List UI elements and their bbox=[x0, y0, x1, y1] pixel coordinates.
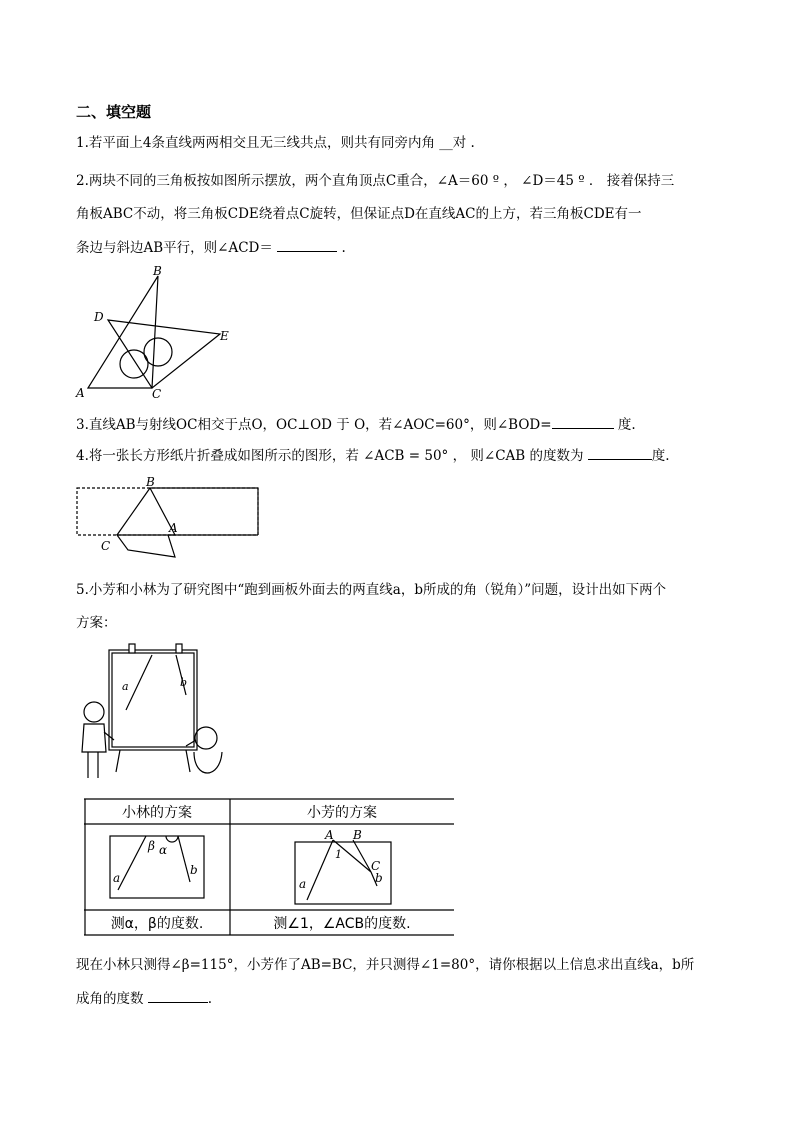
right-angle-mark-2 bbox=[144, 338, 172, 366]
question-5-followup-line-1: 现在小林只测得∠β=115°，小芳作了AB=BC，并只测得∠1=80°，请你根据以上信息求出直线a，b所 bbox=[76, 957, 695, 973]
question-5-line-2: 方案： bbox=[76, 615, 117, 631]
footer-right: 测∠1，∠ACB的度数. bbox=[273, 916, 411, 932]
question-5-followup-text: 成角的度数 bbox=[76, 991, 148, 1007]
board-frame bbox=[109, 650, 197, 750]
question-2-line-1: 2.两块不同的三角板按如图所示摆放，两个直角顶点C重合，∠A＝60 º ， ∠D＝45 º ． 接着保持三 bbox=[76, 173, 675, 189]
label-d: D bbox=[94, 310, 104, 324]
section-title: 二、填空题 bbox=[76, 103, 152, 121]
question-3-text: 3.直线AB与射线OC相交于点O，OC⊥OD 于 O，若∠AOC=60°，则∠BOD= bbox=[76, 417, 552, 433]
question-2-line-2: 角板ABC不动，将三角板CDE绕着点C旋转，但保证点D在直线AC的上方，若三角板CDE有一 bbox=[76, 206, 642, 222]
question-4 bbox=[76, 445, 670, 466]
drawing-board-illustration bbox=[76, 640, 236, 782]
question-4-end: 度. bbox=[651, 448, 670, 464]
line-a-label: a bbox=[113, 871, 121, 885]
question-5-followup-end: . bbox=[207, 991, 213, 1007]
question-3-end: 度. bbox=[613, 417, 636, 433]
label-a: A bbox=[76, 386, 85, 400]
boy-head bbox=[84, 702, 104, 722]
angle-alpha: α bbox=[159, 843, 168, 857]
xiaolin-plan-figure bbox=[104, 832, 209, 902]
question-1: 1.若平面上4条直线两两相交且无三线共点，则共有同旁内角 __对 . bbox=[76, 135, 475, 151]
label-c: C bbox=[101, 539, 111, 553]
point-c: C bbox=[371, 859, 381, 873]
question-3 bbox=[76, 414, 636, 435]
answer-blank-q3[interactable] bbox=[552, 414, 614, 429]
answer-blank-q5[interactable] bbox=[148, 988, 208, 1003]
line-a bbox=[126, 655, 152, 710]
answer-blank-q4[interactable] bbox=[588, 445, 652, 460]
folded-paper-figure bbox=[70, 472, 270, 562]
line-b bbox=[176, 655, 186, 695]
triangle-abc bbox=[88, 276, 158, 388]
label-e: E bbox=[220, 329, 229, 343]
question-2-line-3-end: . bbox=[337, 240, 346, 256]
folded-flap bbox=[117, 535, 175, 557]
board-label-b: b bbox=[180, 676, 188, 689]
question-5-followup-line-2 bbox=[76, 988, 212, 1009]
answer-blank-q2[interactable] bbox=[277, 237, 337, 252]
original-rectangle bbox=[77, 488, 258, 535]
girl-head bbox=[195, 727, 217, 749]
line-a-label: a bbox=[299, 877, 307, 891]
point-b: B bbox=[353, 828, 362, 842]
angle-1: 1 bbox=[335, 848, 342, 861]
plans-table bbox=[84, 798, 454, 936]
label-b: B bbox=[146, 475, 155, 489]
header-right: 小芳的方案 bbox=[307, 805, 377, 821]
point-a: A bbox=[325, 828, 334, 842]
fold-line bbox=[117, 488, 150, 535]
label-b: B bbox=[153, 264, 162, 278]
label-a: A bbox=[169, 521, 178, 535]
label-c: C bbox=[152, 387, 162, 401]
header-left: 小林的方案 bbox=[122, 805, 192, 821]
footer-left: 测α，β的度数. bbox=[110, 916, 204, 932]
question-5-line-1: 5.小芳和小林为了研究图中“跑到画板外面去的两直线a，b所成的角（锐角）”问题，设计出如下两个 bbox=[76, 582, 667, 598]
triangle-rotation-figure bbox=[70, 262, 240, 402]
board-label-a: a bbox=[122, 680, 129, 693]
xiaofang-plan-figure bbox=[289, 828, 399, 908]
line-b-label: b bbox=[190, 863, 198, 877]
angle-beta: β bbox=[148, 839, 155, 853]
question-2-line-3 bbox=[76, 237, 346, 258]
line-b-label: b bbox=[375, 871, 383, 885]
question-2-line-3-text: 条边与斜边AB平行，则∠ACD＝ bbox=[76, 240, 278, 256]
question-4-text: 4.将一张长方形纸片折叠成如图所示的图形，若 ∠ACB = 50° ， 则∠CAB 的度数为 bbox=[76, 448, 588, 464]
